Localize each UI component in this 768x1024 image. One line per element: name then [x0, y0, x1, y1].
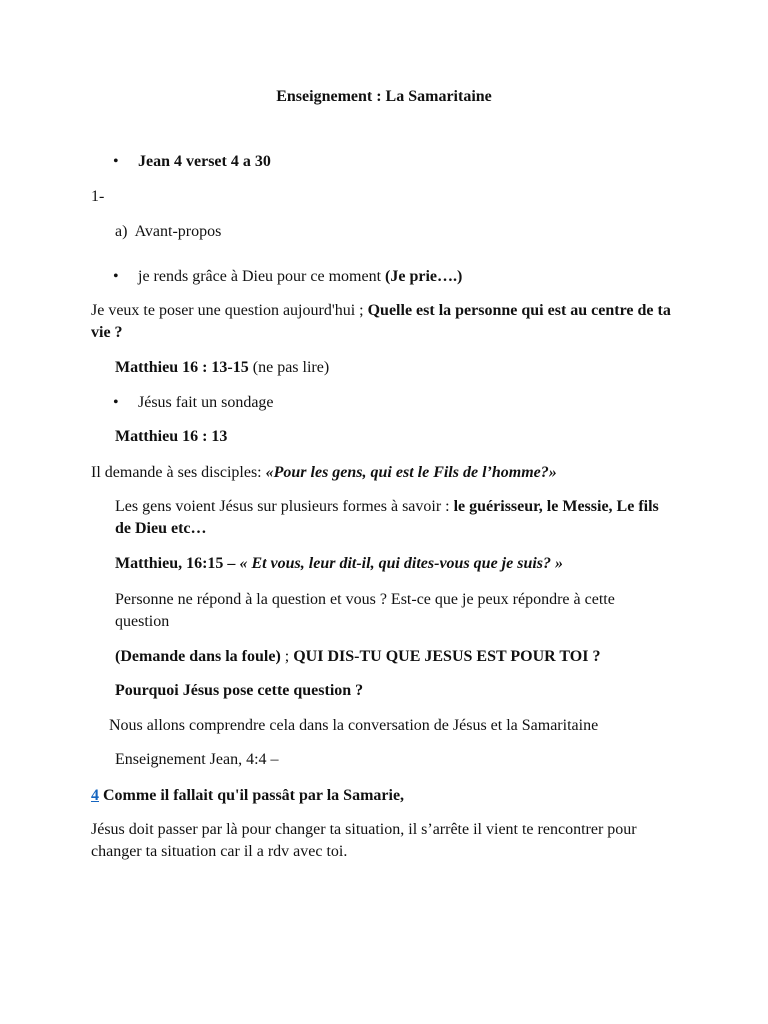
- bullet-marker: •: [113, 153, 119, 170]
- nous-line: Nous allons comprendre cela dans la conversation de Jésus et la Samaritaine: [109, 717, 599, 734]
- bullet-marker: •: [113, 394, 119, 411]
- matthieu-ref-1-bold: Matthieu 16 : 13-15: [115, 359, 249, 376]
- subsection-heading: [115, 221, 221, 243]
- prayer-line: [138, 266, 462, 288]
- question-bold: Quelle est la personne qui est au centre de ta vie ?: [91, 302, 671, 341]
- final-paragraph: Jésus doit passer par là pour changer ta situation, il s’arrête il vient te rencontrer pour changer ta situation car il a rdv avec toi.: [91, 821, 637, 860]
- matthieu-ref-2: Matthieu 16 : 13: [115, 428, 228, 445]
- disciples-quote: «Pour les gens, qui est le Fils de l’homme?»: [265, 464, 557, 481]
- matthieu-ref-3: [115, 553, 563, 575]
- foule-line: [115, 646, 600, 668]
- question-paragraph: [91, 300, 671, 344]
- disciples-intro: Il demande à ses disciples:: [91, 464, 262, 481]
- question-intro: Je veux te poser une question aujourd'hui ;: [91, 302, 364, 319]
- foule-note: (Demande dans la foule): [115, 648, 281, 665]
- foule-separator: ;: [284, 648, 290, 665]
- prayer-text: je rends grâce à Dieu pour ce moment: [138, 268, 382, 285]
- matthieu-ref-1: [115, 357, 329, 379]
- verse-line: [91, 785, 404, 807]
- section-number: 1-: [91, 188, 105, 205]
- pourquoi-line: Pourquoi Jésus pose cette question ?: [115, 682, 364, 699]
- page-title: Enseignement : La Samaritaine: [276, 88, 492, 105]
- scripture-reference: Jean 4 verset 4 a 30: [138, 153, 271, 170]
- subsection-label: Avant-propos: [134, 223, 222, 240]
- sondage-line: Jésus fait un sondage: [138, 394, 274, 411]
- gens-paragraph: [115, 496, 670, 540]
- disciples-line: [91, 462, 557, 484]
- gens-bold: le guérisseur, le Messie, Le fils de Dieu etc…: [115, 498, 659, 537]
- verse-number-link[interactable]: 4: [91, 787, 99, 804]
- subsection-marker: a): [115, 223, 128, 240]
- foule-question: QUI DIS-TU QUE JESUS EST POUR TOI ?: [293, 648, 601, 665]
- matthieu-ref-1-note: (ne pas lire): [252, 359, 330, 376]
- matthieu-ref-3-quote: « Et vous, leur dit-il, qui dites-vous que je suis? »: [239, 555, 564, 572]
- enseignement-jean-line: Enseignement Jean, 4:4 –: [115, 751, 279, 768]
- matthieu-ref-3-label: Matthieu, 16:15 –: [115, 555, 236, 572]
- personne-paragraph: Personne ne répond à la question et vous ? Est-ce que je peux répondre à cette question: [115, 591, 615, 630]
- prayer-note: (Je prie….): [385, 268, 463, 285]
- bullet-marker: •: [113, 268, 119, 285]
- verse-text: Comme il fallait qu'il passât par la Samarie,: [103, 787, 405, 804]
- gens-intro: Les gens voient Jésus sur plusieurs formes à savoir :: [115, 498, 450, 515]
